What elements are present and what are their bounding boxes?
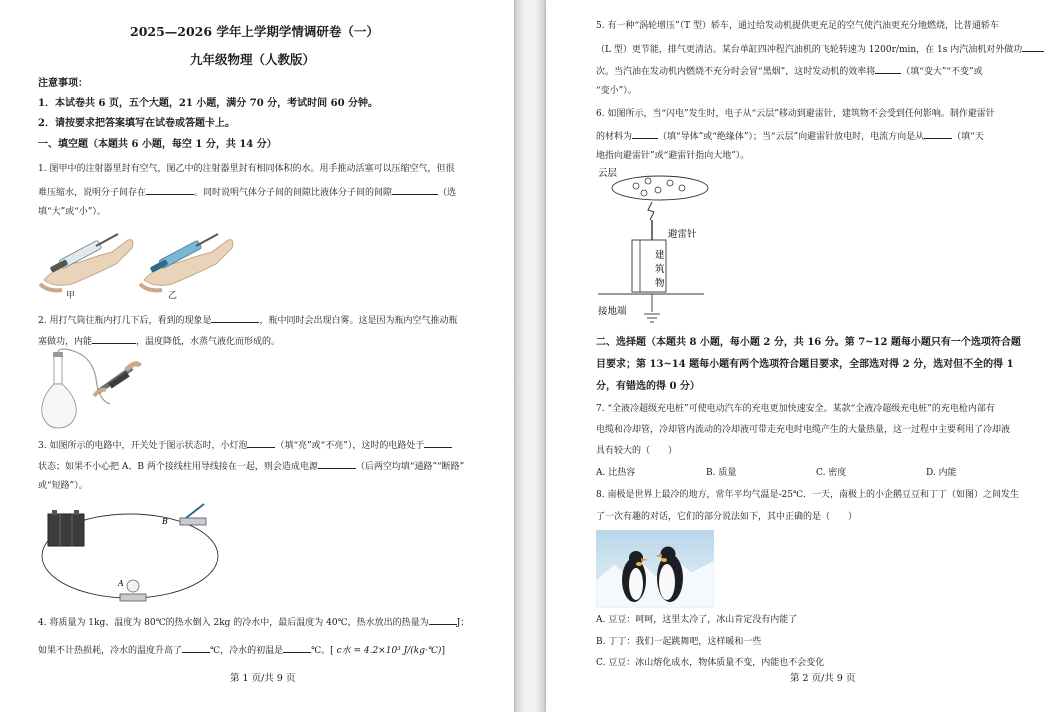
notice-heading: 注意事项： <box>38 78 88 89</box>
q7-line-2: 电缆和冷却管，冷却管内流动的冷却液可带走充电时电缆产生的大量热量，这一过程中主要利用了冷却液 <box>596 425 1011 435</box>
q5-line-1: 5. 有一种“涡轮增压”（T 型）轿车，通过给发动机提供更充足的空气使汽油更充分地燃烧，比普通轿车 <box>596 21 1000 31</box>
q2-line-2: 塞做功，内能 ，温度降低，水蒸气液化而形成的。 <box>38 334 280 348</box>
flask-pump-figure <box>36 348 146 432</box>
lightning-rod-figure <box>596 162 766 332</box>
q2-line-1: 2. 用打气筒往瓶内打几下后，看到的现象是 ，瓶中同时会出现白雾。这是因为瓶内空气推动瓶 <box>38 313 457 327</box>
q8-line-2: 了一次有趣的对话，它们的部分说法如下，其中正确的是（ ） <box>596 512 858 522</box>
q7-line-1: 7. “全液冷超级充电桩”可使电动汽车的充电更加快速安全。某款“全液冷超级充电桩”的充电枪内部有 <box>596 404 995 414</box>
q3-line-1: 3. 如图所示的电路中，开关处于图示状态时，小灯泡 （填“亮”或“不亮”），这时的电路处于 <box>38 438 452 452</box>
q4-blank-2[interactable] <box>182 643 210 653</box>
q7-line-3: 具有较大的（ ） <box>596 446 678 456</box>
q7-option-d[interactable]: D. 内能 <box>926 468 957 478</box>
q3-line-3: 或“短路”）。 <box>38 481 88 491</box>
q3-blank-3[interactable] <box>318 459 356 469</box>
q4-blank-3[interactable] <box>283 643 311 653</box>
q8-option-c[interactable]: C. 豆豆：冰山熔化成水，物体质量不变，内能也不会变化 <box>596 658 825 668</box>
section-2-line-1: 二、选择题（本题共 8 小题，每小题 2 分，共 16 分。第 7~12 题每小题只有一个选项符合题 <box>596 337 1021 348</box>
figure-label-jia: 甲 <box>66 291 76 301</box>
q7-option-c[interactable]: C. 密度 <box>816 468 847 478</box>
section-1-heading: 一、填空题（本题共 6 小题，每空 1 分，共 14 分） <box>38 139 277 150</box>
q8-option-b[interactable]: B. 丁丁：我们一起跳舞吧，这样暖和一些 <box>596 637 762 647</box>
syringe-water-illustration <box>140 234 233 290</box>
q6-line-2: 的材料为 （填“导体”或“绝缘体”）；当“云层”向避雷针放电时，电流方向是从 （填“天 <box>596 129 984 143</box>
building-char-1: 建 <box>655 250 665 261</box>
exam-title: 2025—2026 学年上学期学情调研卷（一） <box>130 24 379 39</box>
figure-label-yi: 乙 <box>168 291 178 301</box>
circuit-figure <box>36 500 222 608</box>
q7-option-b[interactable]: B. 质量 <box>706 468 737 478</box>
penguin-figure <box>596 530 714 608</box>
q3-blank-2[interactable] <box>424 438 452 448</box>
q8-line-1: 8. 南极是世界上最冷的地方，常年平均气温是-25℃．一天，南极上的小企鹅豆豆和丁丁（如图）之间发生 <box>596 490 1020 500</box>
q1-line-1: 1. 图甲中的注射器里封有空气，图乙中的注射器里封有相同体积的水。用手推动活塞可以压缩空气，但很 <box>38 164 455 174</box>
q1-blank-1[interactable] <box>146 185 194 195</box>
page-number-2: 第 2 页/共 9 页 <box>790 673 856 684</box>
switch-icon <box>180 504 206 525</box>
q2-blank-2[interactable] <box>92 334 136 344</box>
q4-blank-1[interactable] <box>429 615 457 625</box>
q1-line-2: 难压缩水，说明分子间存在 。同时说明气体分子间的间隙比液体分子间的间隙 （选 <box>38 185 456 199</box>
q7-option-a[interactable]: A. 比热容 <box>596 468 636 478</box>
q6-blank-1[interactable] <box>632 129 658 139</box>
specific-heat-formula: c水 = 4.2×10³ J/(kg·℃) <box>336 646 442 656</box>
q2-blank-1[interactable] <box>211 313 259 323</box>
cloud-label: 云层 <box>598 168 618 179</box>
q5-blank-1[interactable] <box>1022 42 1044 52</box>
section-2-line-3: 分，有错选的得 0 分） <box>596 381 700 392</box>
q3-line-2: 状态；如果不小心把 A、B 两个接线柱用导线接在一起，则会造成电源 （后两空均填“通路”“断路” <box>38 459 464 473</box>
exam-page-1[interactable] <box>0 0 514 712</box>
q5-blank-2[interactable] <box>875 64 901 74</box>
q8-option-a[interactable]: A. 豆豆：呵呵，这里太冷了，冰山肯定没有内能了 <box>596 615 798 625</box>
q5-line-2: （L 型）更节能，排气更清洁。某台单缸四冲程汽油机的飞轮转速为 1200r/min，在 1s 内汽油机对外做功 <box>596 42 1044 56</box>
terminal-label-a: A <box>118 579 124 588</box>
q6-line-1: 6. 如图所示，当“闪电”发生时，电子从“云层”移动到避雷针，建筑物不会受到任何影响。制作避雷针 <box>596 109 995 119</box>
notice-item-2: 2．请按要求把答案填写在试卷或答题卡上。 <box>38 118 235 129</box>
q1-line-3: 填“大”或“小”）。 <box>38 207 106 217</box>
exam-subtitle: 九年级物理（人教版） <box>190 52 316 67</box>
electron-dots <box>633 178 685 196</box>
rod-label: 避雷针 <box>668 229 697 240</box>
pump-illustration <box>94 364 140 396</box>
lightning-bolt <box>648 202 654 220</box>
q6-blank-2[interactable] <box>924 129 952 139</box>
q5-line-3: 次。当汽油在发动机内燃烧不充分时会冒“黑烟”，这时发动机的效率将 （填“变大”“不变”或 <box>596 64 983 78</box>
notice-item-1: 1．本试卷共 6 页，五个大题，21 小题，满分 70 分，考试时间 60 分钟。 <box>38 98 379 109</box>
terminal-label-b: B <box>162 517 168 526</box>
q4-line-2: 如果不计热损耗，冷水的温度升高了 ℃，冷水的初温是 ℃。[ c水 = 4.2×10³ J/(kg·℃)] <box>38 643 445 657</box>
q4-line-1: 4. 将质量为 1kg、温度为 80℃的热水倒入 2kg 的冷水中，最后温度为 40℃，热水放出的热量为 J； <box>38 615 469 629</box>
page-number-1: 第 1 页/共 9 页 <box>230 673 296 684</box>
q1-blank-2[interactable] <box>392 185 438 195</box>
q3-blank-1[interactable] <box>247 438 275 448</box>
q5-line-4: “变小”）。 <box>596 86 637 96</box>
exam-page-2[interactable] <box>546 0 1053 712</box>
page-gutter <box>514 0 546 712</box>
q6-line-3: 地指向避雷针”或“避雷针指向大地”）。 <box>596 151 750 161</box>
building-char-3: 物 <box>655 278 665 289</box>
lamp-icon <box>120 580 146 601</box>
syringe-air-illustration <box>40 234 133 290</box>
section-2-line-2: 目要求；第 13~14 题每小题有两个选项符合题目要求，全部选对得 2 分，选对但不全的得 1 <box>596 359 1014 370</box>
building-char-2: 筑 <box>655 264 665 275</box>
battery-icon <box>48 510 84 546</box>
ground-label: 接地端 <box>598 306 627 317</box>
